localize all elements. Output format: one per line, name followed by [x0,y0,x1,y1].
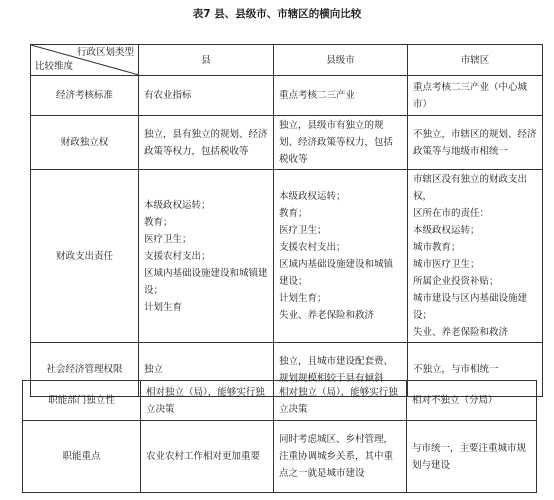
table-cell: 有农业指标 [139,76,274,116]
row-label-fiscal-independence: 财政独立权 [31,116,139,170]
row-label-department-independence: 职能部门独立性 [23,381,141,421]
table-cell [408,170,543,343]
table-cell: 重点考核二三产业（中心城市） [408,76,543,116]
list-item: 医疗卫生； [144,233,192,245]
list-item: 区所在市的责任： [413,208,490,219]
row-label-fiscal-expenditure: 财政支出责任 [31,170,139,343]
table-cell: 独立，县级市有独立的规划、经济政策等权力，包括税收等 [274,116,408,170]
list-item: 所属企业投资补贴； [413,276,499,287]
table-cell: 不独立，与市相统一 [408,343,543,397]
column-header-county: 县 [139,45,274,76]
table-cell: 相对独立（局），能够实行独立决策 [141,381,274,421]
list-item: 计划生育； [279,293,327,304]
table-row [31,76,543,116]
table-row [23,421,537,493]
table-cell: 相对不独立（分局） [407,381,537,421]
table-cell: 与市统一，主要注重城市规划与建设 [407,421,537,493]
corner-bottom-label: 比较维度 [35,61,74,72]
row-label-socioeconomic-authority: 社会经济管理权限 [31,343,139,397]
list-item: 本级政权运转； [144,199,211,211]
row-label-functional-focus: 职能重点 [23,421,141,493]
list-item: 区域内基础设施建设和城镇建设； [279,259,394,287]
list-item: 教育； [144,216,173,228]
table-cell: 独立 [139,343,274,397]
list-item: 失业、养老保险和救济 [413,327,509,338]
header-row [31,45,543,76]
comparison-table-continued [22,380,537,493]
list-item: 教育； [279,208,308,219]
list-item: 城市教育； [413,242,461,253]
corner-header-cell [31,45,139,76]
table-cell: 农业农村工作相对更加重要 [141,421,274,493]
table-cell: 重点考核二三产业 [274,76,408,116]
list-item: 计划生育 [144,301,183,313]
list-item: 本级政权运转； [413,225,480,236]
table-cell [274,170,408,343]
table-cell: 同时考虑城区、乡村管理，注重协调城乡关系，其中重点之一就是城市建设 [274,421,407,493]
corner-top-label: 行政区划类型 [76,47,134,58]
list-item: 失业、养老保险和救济 [279,310,375,321]
list-item: 支援农村支出； [144,250,211,262]
list-item: 市辖区没有独立的财政支出权， [413,174,528,202]
table-cell: 相对独立（局），能够实行独立决策 [274,381,407,421]
list-item: 支援农村支出； [279,242,346,253]
list-item: 本级政权运转； [279,191,346,202]
list-item: 城市建设与区内基础设施建设； [413,293,528,321]
table-cell: 独立，县有独立的规划、经济政策等权力，包括税收等 [139,116,274,170]
row-label-economic-assessment: 经济考核标准 [31,76,139,116]
table-row [23,381,537,421]
list-item: 医疗卫生； [279,225,327,236]
comparison-table [30,44,543,397]
table-cell: 独立，且城市建设配套费、规划规模相较于县有倾斜 [274,343,408,397]
column-header-county-level-city: 县级市 [274,45,408,76]
table-cell [139,170,274,343]
list-item: 城市医疗卫生； [413,259,480,270]
list-item: 区域内基础设施建设和城镇建设； [144,267,268,296]
table-title: 表7 县、县级市、市辖区的横向比较 [192,8,362,20]
table-cell: 不独立，市辖区的规划、经济政策等与地级市相统一 [408,116,543,170]
table-row [31,170,543,343]
table-row [31,116,543,170]
column-header-municipal-district: 市辖区 [408,45,543,76]
